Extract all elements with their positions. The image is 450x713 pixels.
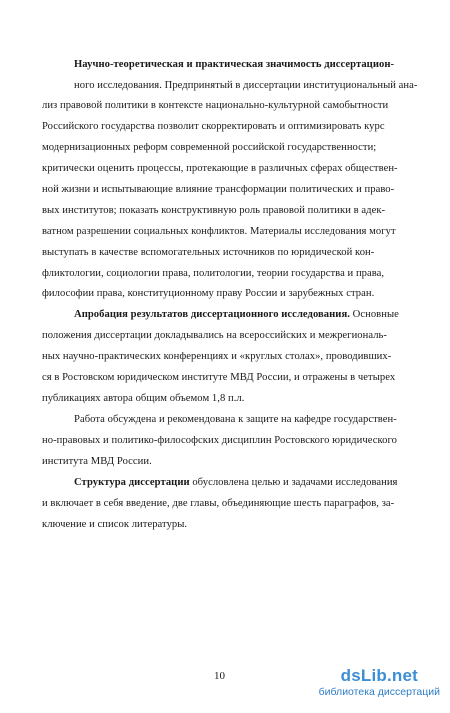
p1-line-8: ватном разрешении социальных конфликтов. Материалы исследования могут [42, 226, 396, 237]
p1-line-11: философии права, конституционному праву России и зарубежных стран. [42, 288, 375, 299]
p4-line-1: и включает в себя введение, две главы, объединяющие шесть параграфов, за- [42, 498, 395, 509]
p2-line-1: положения диссертации докладывались на всероссийских и межрегиональ- [42, 330, 388, 341]
watermark[interactable] [319, 666, 440, 699]
p2-line-4: публикациях автора общим объемом 1,8 п.л. [42, 393, 245, 404]
approbation-bold: Апробация результатов диссертационного исследования. [74, 309, 350, 320]
p3-line-2: но-правовых и политико-философских дисциплин Ростовского юридического [42, 435, 397, 446]
p3-line-1: Работа обсуждена и рекомендована к защите на кафедре государствен- [74, 414, 397, 425]
p2-line-3: ся в Ростовском юридическом институте МВД России, и отражены в четырех [42, 372, 396, 383]
structure-rest: обусловлена целью и задачами исследования [189, 477, 398, 488]
p3-line-3: института МВД России. [42, 456, 152, 467]
p1-line-4: модернизационных реформ современной российской государственности; [42, 142, 377, 153]
p1-line-9: выступать в качестве вспомогательных источников по юридической кон- [42, 247, 375, 258]
approbation-rest: Основные [349, 309, 399, 320]
p1-line-1: ного исследования. Предпринятый в диссертации институциональный ана- [74, 80, 418, 91]
watermark-subtitle: библиотека диссертаций [318, 686, 440, 698]
structure-bold: Структура диссертации [74, 477, 190, 488]
p2-line-2: ных научно-практических конференциях и «круглых столах», проводивших- [42, 351, 392, 362]
watermark-logo: dsLib.net [340, 666, 418, 685]
p4-line-2: ключение и список литературы. [42, 519, 188, 530]
p1-line-10: фликтологии, социологии права, политологии, теории государства и права, [42, 268, 385, 279]
p1-line-5: критически оценить процессы, протекающие в различных сферах обществен- [42, 163, 398, 174]
heading-significance: Научно-теоретическая и практическая значимость диссертацион- [74, 59, 395, 70]
page-number: 10 [214, 670, 225, 682]
p1-line-6: ной жизни и испытывающие влияние трансформации политических и право- [42, 184, 395, 195]
heading-approbation [74, 308, 399, 321]
p1-line-3: Российского государства позволит скорректировать и оптимизировать курс [42, 121, 385, 132]
p1-line-2: лиз правовой политики в контексте национально-культурной самобытности [42, 100, 389, 111]
p1-line-7: вых институтов; показать конструктивную роль правовой политики в адек- [42, 205, 386, 216]
heading-structure [74, 476, 398, 489]
